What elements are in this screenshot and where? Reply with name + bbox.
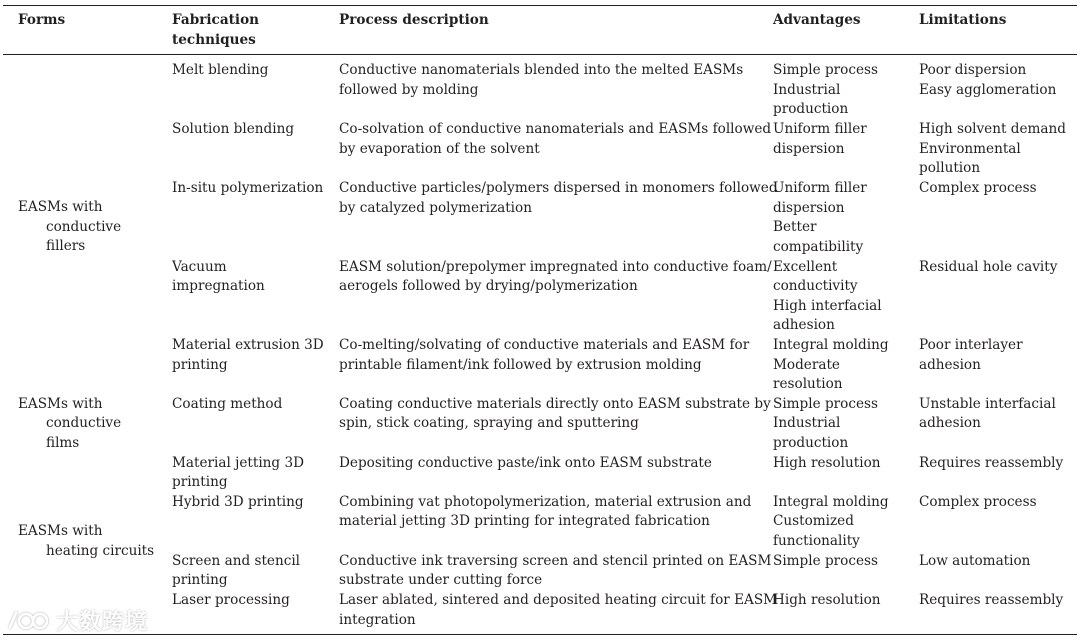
technique-cell: printing <box>172 357 228 373</box>
process-cell: material jetting 3D printing for integrated fabrication <box>339 513 710 529</box>
process-cell: Combining vat photopolymerization, material extrusion and <box>339 494 752 510</box>
limitation-cell: Poor interlayer <box>919 337 1023 353</box>
limitation-cell: adhesion <box>919 357 981 373</box>
technique-cell: Screen and stencil <box>172 553 301 569</box>
form-label: EASMs with <box>18 523 103 539</box>
advantage-cell: Integral molding <box>773 337 889 353</box>
technique-cell: In-situ polymerization <box>172 180 324 196</box>
process-cell: by evaporation of the solvent <box>339 141 540 157</box>
technique-cell: Laser processing <box>172 592 290 608</box>
advantage-cell: Industrial <box>773 415 841 431</box>
advantage-cell: Simple process <box>773 62 878 78</box>
process-cell: aerogels followed by drying/polymerization <box>339 278 638 294</box>
advantage-cell: Moderate <box>773 357 840 373</box>
process-cell: Co-solvation of conductive nanomaterials and EASMs followed <box>339 121 772 137</box>
technique-cell: printing <box>172 572 228 588</box>
process-cell: Conductive ink traversing screen and stencil printed on EASM <box>339 553 772 569</box>
technique-cell: Solution blending <box>172 121 295 137</box>
limitation-cell: Low automation <box>919 553 1031 569</box>
process-cell: Conductive particles/polymers dispersed in monomers followed <box>339 180 778 196</box>
advantage-cell: Industrial <box>773 82 841 98</box>
technique-cell: Vacuum <box>172 259 227 275</box>
limitation-cell: Complex process <box>919 180 1037 196</box>
advantage-cell: production <box>773 101 849 117</box>
header-forms: Forms <box>18 12 66 28</box>
process-cell: spin, stick coating, spraying and sputtering <box>339 415 639 431</box>
advantage-cell: High resolution <box>773 455 881 471</box>
form-label: fillers <box>46 238 86 254</box>
limitation-cell: Complex process <box>919 494 1037 510</box>
advantage-cell: compatibility <box>773 239 864 255</box>
advantage-cell: High interfacial <box>773 298 882 314</box>
advantage-cell: functionality <box>773 533 860 549</box>
technique-cell: Melt blending <box>172 62 269 78</box>
technique-cell: Material extrusion 3D <box>172 337 324 353</box>
limitation-cell: Environmental <box>919 141 1021 157</box>
form-label: conductive <box>46 415 122 431</box>
technique-cell: Material jetting 3D <box>172 455 305 471</box>
technique-cell: impregnation <box>172 278 265 294</box>
advantage-cell: Integral molding <box>773 494 889 510</box>
advantage-cell: production <box>773 435 849 451</box>
technique-cell: printing <box>172 474 228 490</box>
process-cell: printable filament/ink followed by extrusion molding <box>339 357 702 373</box>
form-label: EASMs with <box>18 396 103 412</box>
advantage-cell: dispersion <box>773 141 845 157</box>
header-fabrication-line2: techniques <box>172 32 256 48</box>
advantage-cell: adhesion <box>773 317 835 333</box>
limitation-cell: adhesion <box>919 415 981 431</box>
header-fabrication: Fabrication <box>172 12 260 28</box>
limitation-cell: Unstable interfacial <box>919 396 1056 412</box>
advantage-cell: dispersion <box>773 200 845 216</box>
top-rule <box>3 5 1077 6</box>
advantage-cell: Simple process <box>773 396 878 412</box>
header-process: Process description <box>339 12 489 28</box>
watermark-text: 大数跨境 <box>56 609 149 635</box>
advantage-cell: Uniform filler <box>773 180 867 196</box>
process-cell: integration <box>339 612 416 628</box>
limitation-cell: Requires reassembly <box>919 455 1064 471</box>
header-limitations: Limitations <box>919 12 1007 28</box>
process-cell: Coating conductive materials directly onto EASM substrate by <box>339 396 771 412</box>
process-cell: EASM solution/prepolymer impregnated into conductive foam/ <box>339 259 772 275</box>
advantage-cell: resolution <box>773 376 843 392</box>
limitation-cell: Easy agglomeration <box>919 82 1057 98</box>
limitation-cell: Requires reassembly <box>919 592 1064 608</box>
advantage-cell: Excellent <box>773 259 838 275</box>
process-cell: Conductive nanomaterials blended into the melted EASMs <box>339 62 744 78</box>
form-label: conductive <box>46 219 122 235</box>
header-rule <box>3 54 1077 55</box>
form-label: heating circuits <box>46 543 155 559</box>
process-cell: Laser ablated, sintered and deposited heating circuit for EASM <box>339 592 778 608</box>
advantage-cell: Better <box>773 219 817 235</box>
limitation-cell: pollution <box>919 160 981 176</box>
advantage-cell: Customized <box>773 513 854 529</box>
bottom-rule <box>3 634 1077 635</box>
form-label: EASMs with <box>18 199 103 215</box>
process-cell: by catalyzed polymerization <box>339 200 532 216</box>
process-cell: substrate under cutting force <box>339 572 543 588</box>
advantage-cell: Simple process <box>773 553 878 569</box>
advantage-cell: High resolution <box>773 592 881 608</box>
header-advantages: Advantages <box>773 12 861 28</box>
process-cell: Co-melting/solvating of conductive materials and EASM for <box>339 337 750 353</box>
watermark <box>6 604 148 636</box>
brand-logo-icon <box>6 605 52 635</box>
technique-cell: Coating method <box>172 396 283 412</box>
process-cell: followed by molding <box>339 82 479 98</box>
advantage-cell: Uniform filler <box>773 121 867 137</box>
advantage-cell: conductivity <box>773 278 858 294</box>
process-cell: Depositing conductive paste/ink onto EASM substrate <box>339 455 712 471</box>
limitation-cell: High solvent demand <box>919 121 1066 137</box>
technique-cell: Hybrid 3D printing <box>172 494 304 510</box>
limitation-cell: Residual hole cavity <box>919 259 1058 275</box>
form-label: films <box>46 435 80 451</box>
limitation-cell: Poor dispersion <box>919 62 1027 78</box>
